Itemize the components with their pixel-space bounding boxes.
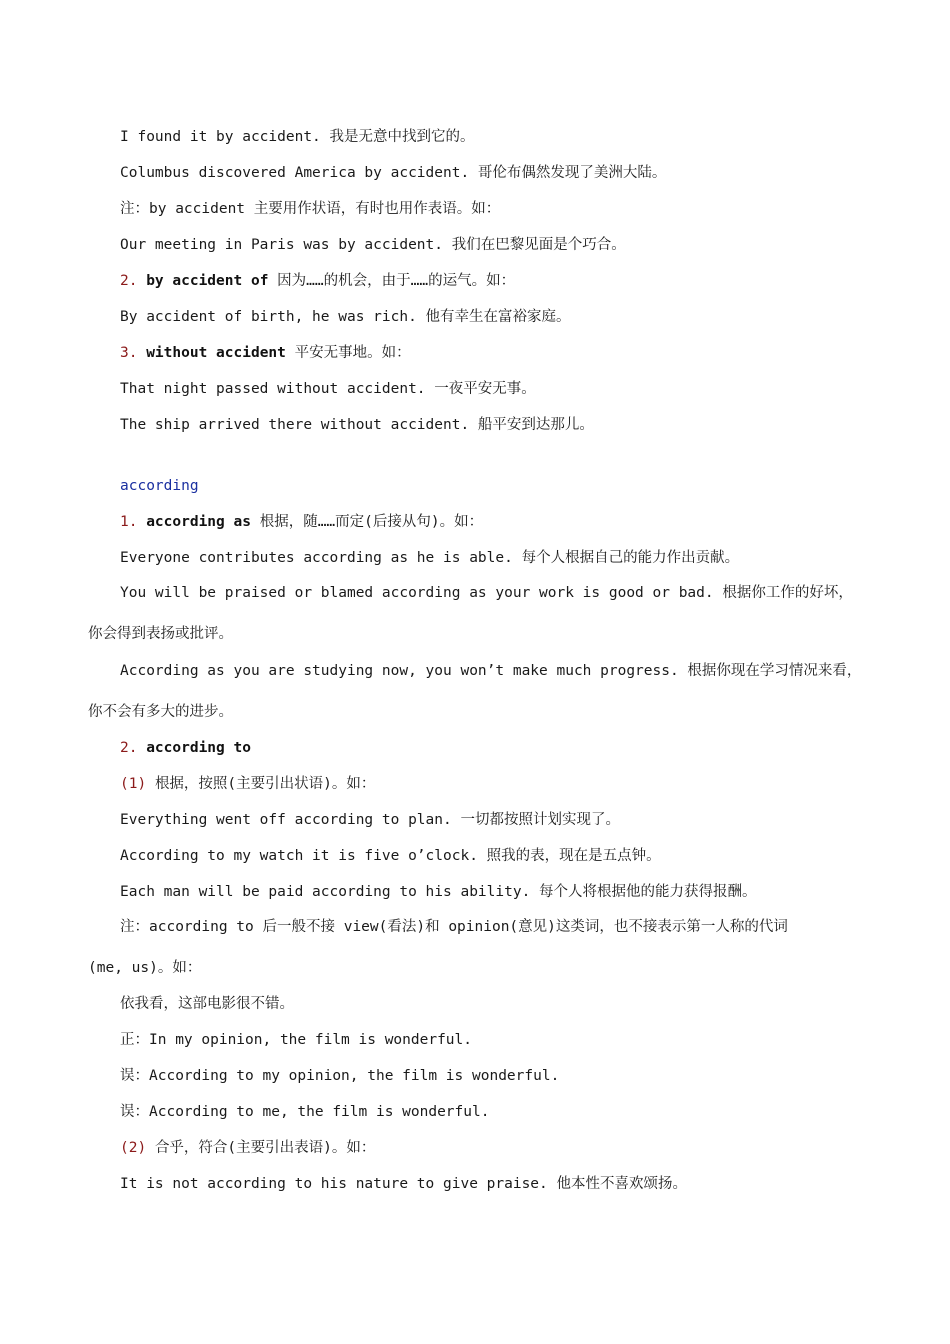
example-line: Our meeting in Paris was by accident. 我们在巴黎见面是个巧合。 [120, 237, 626, 253]
phrase-keyword: without accident [146, 345, 286, 361]
phrase-keyword: according to [146, 740, 251, 756]
usage-heading [120, 343, 880, 363]
phrase-meaning: 因为……的机会，由于……的运气。如： [277, 273, 516, 289]
example-line: According as you are studying now, you won’t make much progress. 根据你现在学习情况来看， [120, 663, 862, 679]
example-line: Everything went off according to plan. 一切都按照计划实现了。 [120, 812, 620, 828]
item-number: 1. [120, 514, 138, 530]
usage-heading [120, 512, 880, 532]
example-line: 误：According to me, the film is wonderful. [120, 1104, 490, 1120]
phrase-meaning: 根据，随……而定(后接从句)。如： [259, 514, 484, 530]
example-line: 误：According to my opinion, the film is wonderful. [120, 1068, 560, 1084]
example-line: It is not according to his nature to give praise. 他本性不喜欢颂扬。 [120, 1176, 687, 1192]
section-title: according [120, 478, 199, 494]
item-number: 3. [120, 345, 138, 361]
item-number: 2. [120, 273, 138, 289]
example-line: I found it by accident. 我是无意中找到它的。 [120, 129, 475, 145]
sub-usage-heading [120, 1138, 880, 1158]
example-line-continued: 你不会有多大的进步。 [88, 704, 233, 720]
example-line: 正：In my opinion, the film is wonderful. [120, 1032, 473, 1048]
example-line: That night passed without accident. 一夜平安无事。 [120, 381, 536, 397]
phrase-meaning: 根据，按照(主要引出状语)。如： [154, 776, 376, 792]
item-number: (1) [120, 776, 147, 792]
example-line: 依我看，这部电影很不错。 [120, 996, 294, 1012]
note-line-continued: (me, us)。如： [88, 960, 202, 976]
example-line-continued: 你会得到表扬或批评。 [88, 626, 233, 642]
example-line: Everyone contributes according as he is able. 每个人根据自己的能力作出贡献。 [120, 550, 740, 566]
example-line: The ship arrived there without accident. 船平安到达那儿。 [120, 417, 594, 433]
usage-heading [120, 738, 880, 758]
phrase-meaning: 平安无事地。如： [294, 345, 411, 361]
item-number: 2. [120, 740, 138, 756]
usage-heading [120, 271, 880, 291]
note-line: 注：according to 后一般不接 view(看法)和 opinion(意见)这类词，也不接表示第一人称的代词 [120, 919, 788, 935]
note-line: 注：by accident 主要用作状语，有时也用作表语。如： [120, 201, 501, 217]
example-line: By accident of birth, he was rich. 他有幸生在富裕家庭。 [120, 309, 571, 325]
item-number: (2) [120, 1140, 147, 1156]
phrase-keyword: according as [146, 514, 251, 530]
example-line: According to my watch it is five o’clock. 照我的表，现在是五点钟。 [120, 848, 661, 864]
example-line: You will be praised or blamed according as your work is good or bad. 根据你工作的好坏， [120, 585, 853, 601]
example-line: Columbus discovered America by accident. 哥伦布偶然发现了美洲大陆。 [120, 165, 667, 181]
phrase-meaning: 合乎，符合(主要引出表语)。如： [154, 1140, 376, 1156]
sub-usage-heading [120, 774, 880, 794]
example-line: Each man will be paid according to his ability. 每个人将根据他的能力获得报酬。 [120, 884, 757, 900]
phrase-keyword: by accident of [146, 273, 269, 289]
